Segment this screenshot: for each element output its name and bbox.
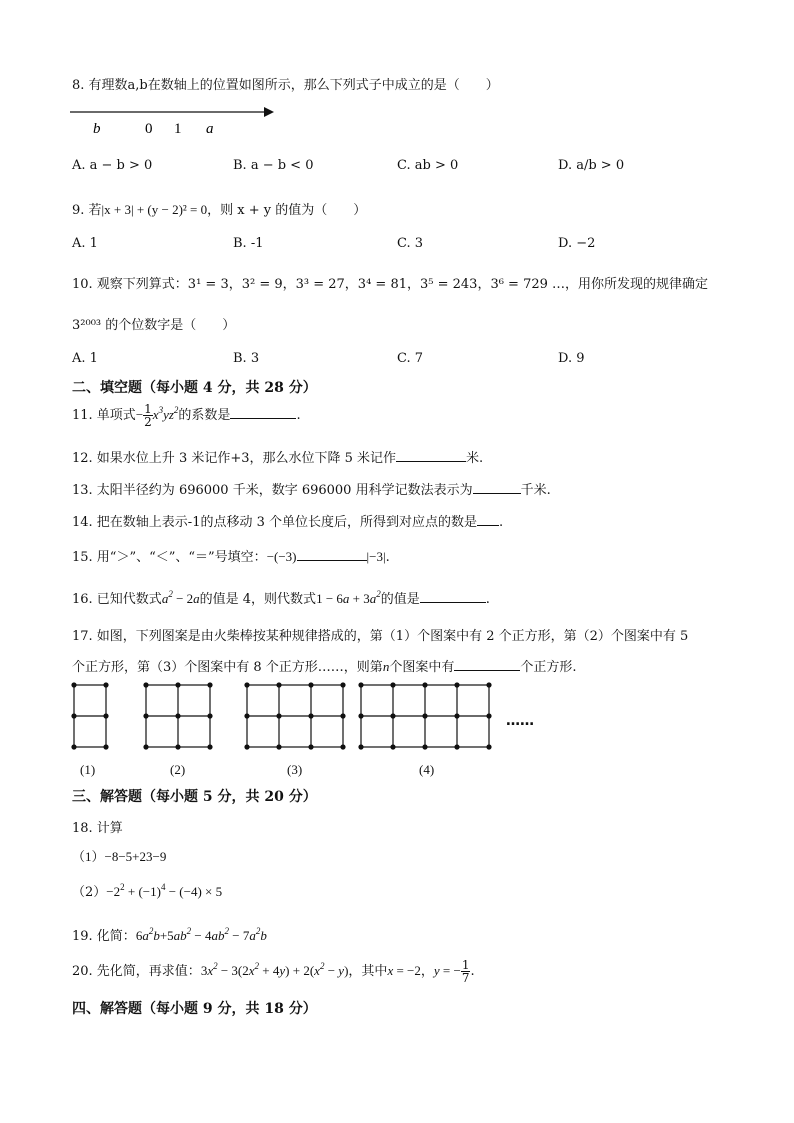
section-2-heading: 二、填空题（每小题 4 分，共 28 分） (72, 380, 317, 396)
q14: 14. 把在数轴上表示-1的点移动 3 个单位长度后，所得到对应点的数是 . (72, 515, 504, 530)
q9-option-a: A. 1 (72, 236, 98, 251)
q10-option-d: D. 9 (558, 351, 585, 366)
q16: 16. 已知代数式$a^2 - 2a$的值是 4，则代数式$1 - 6a + 3a^2$的值是 . (72, 589, 490, 607)
q18-part2: $(2)-2^2 + (-1)^4 - (-4) \times 5$ (72, 882, 223, 900)
q9-stem: 9. 若|x + 3| + (y − 2)² = 0，则 x + y 的值为（ ） (72, 202, 367, 218)
q17-answer-blank (454, 658, 520, 671)
q9-option-c: C. 3 (397, 236, 424, 251)
q20-fraction: $\frac{1}{7}$ (461, 958, 470, 985)
q8-option-c: C. ab > 0 (397, 158, 459, 173)
section-4-heading: 四、解答题（每小题 9 分，共 18 分） (72, 1001, 317, 1017)
q16-answer-blank (420, 590, 486, 603)
q19: 19. 化简：$6a^2b+5ab^2 - 4ab^2 - 7a^2b$ (72, 926, 267, 944)
axis-label-b: b (93, 121, 101, 137)
figure-2 (144, 683, 212, 749)
q10-option-a: A. 1 (72, 351, 98, 366)
continuation-dots: …… (506, 713, 534, 729)
q10-option-b: B. 3 (233, 351, 260, 366)
axis-label-1: 1 (174, 121, 182, 137)
q13-answer-blank (473, 481, 521, 494)
q12: 12. 如果水位上升 3 米记作+3，那么水位下降 5 米记作 米. (72, 451, 484, 466)
q18-title: 18. 计算 (72, 821, 123, 836)
axis-label-a: a (206, 121, 214, 137)
q8-option-b: B. a − b < 0 (233, 158, 314, 173)
figure-label-3: (3) (287, 762, 303, 777)
q11: 11. 单项式− $\frac{1}{2}$ $x^3yz^2$的系数是 . (72, 402, 301, 429)
q8-option-d: D. a/b > 0 (558, 158, 625, 173)
q18-part1: （1）−8−5+23−9 (72, 849, 167, 864)
q8-option-a: A. a − b > 0 (72, 158, 153, 173)
q10-line2: 3²⁰⁰³ 的个位数字是（ ） (72, 318, 236, 333)
q17-line1: 17. 如图，下列图案是由火柴棒按某种规律搭成的，第（1）个图案中有 2 个正方形，第（2）个图案中有 5 (72, 629, 689, 644)
figure-4 (359, 683, 491, 749)
axis-label-0: 0 (145, 121, 153, 137)
figure-1 (72, 683, 108, 749)
q11-answer-blank (230, 406, 296, 419)
q14-answer-blank (477, 513, 499, 526)
q10-line1: 10. 观察下列算式：3¹ = 3，3² = 9，3³ = 27，3⁴ = 81，3⁵ = 243，3⁶ = 729 …，用你所发现的规律确定 (72, 277, 709, 292)
section-3-heading: 三、解答题（每小题 5 分，共 20 分） (72, 789, 317, 805)
q17-line2: 个正方形，第（3）个图案中有 8 个正方形……，则第n个图案中有 个正方形. (72, 659, 577, 675)
figure-label-4: (4) (419, 762, 435, 777)
q20: 20. 先化简，再求值：$3x^2 - 3(2x^2 + 4y) + 2(x^2 - y)$，其中x = −2，y = − $\frac{1}{7}$ . (72, 958, 475, 985)
matchstick-figures (68, 680, 548, 780)
figure-label-1: (1) (80, 762, 96, 777)
figure-label-2: (2) (170, 762, 186, 777)
q8-stem: 8. 有理数a,b在数轴上的位置如图所示，那么下列式子中成立的是（ ） (72, 78, 499, 93)
q13: 13. 太阳半径约为 696000 千米，数字 696000 用科学记数法表示为 千米. (72, 483, 551, 498)
q15-answer-blank (297, 548, 367, 561)
q9-option-d: D. −2 (558, 236, 596, 251)
figure-3 (245, 683, 345, 749)
q11-fraction: $\frac{1}{2}$ (144, 402, 152, 429)
q15: 15. 用“＞”、“＜”、“＝”号填空：−(−3) |−3|. (72, 549, 390, 565)
q10-option-c: C. 7 (397, 351, 424, 366)
q12-answer-blank (396, 449, 466, 462)
q9-option-b: B. -1 (233, 236, 264, 251)
number-line (68, 100, 278, 140)
